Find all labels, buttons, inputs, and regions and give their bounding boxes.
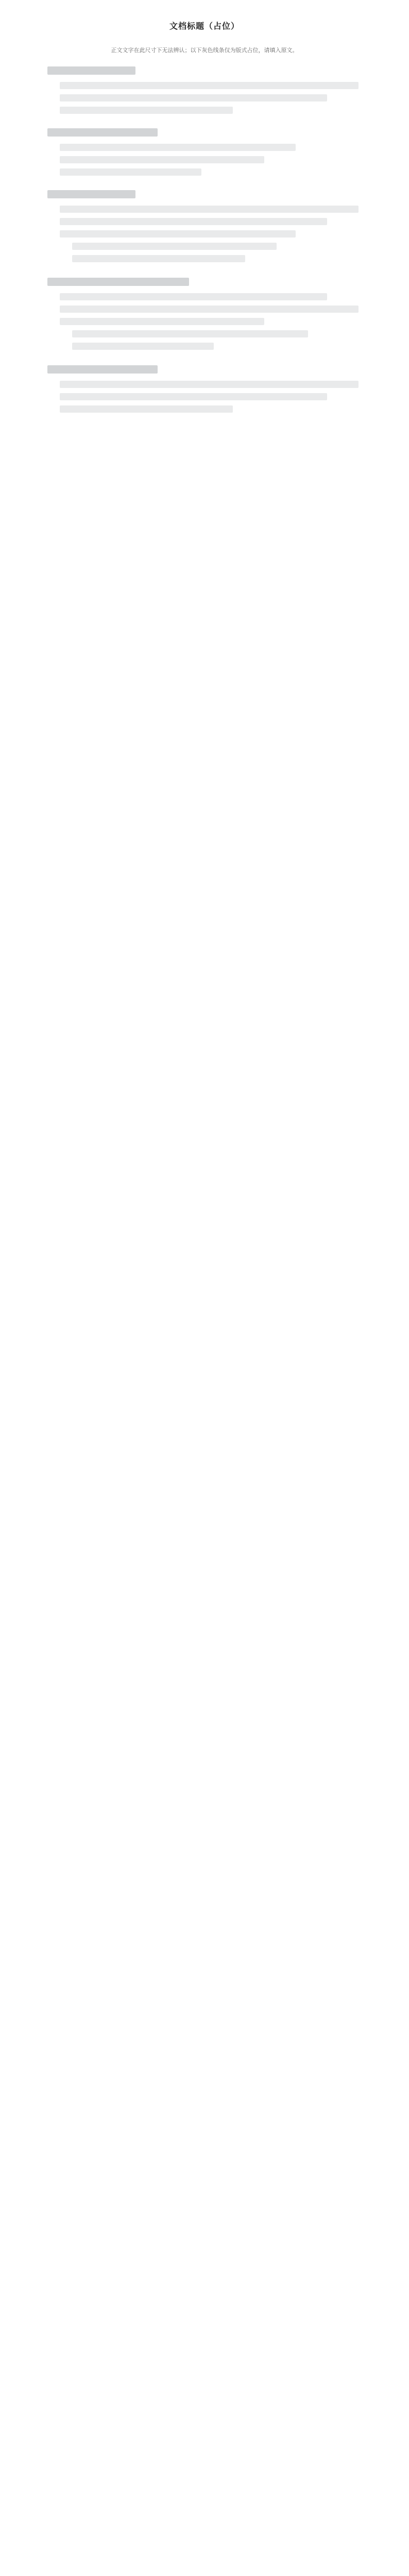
text-line-placeholder (60, 218, 327, 225)
text-line-placeholder (72, 343, 214, 350)
text-line-placeholder (60, 82, 359, 89)
document-title: 文档标题（占位） (169, 21, 240, 31)
text-line-placeholder (60, 156, 264, 163)
text-line-placeholder (60, 393, 327, 400)
text-line-placeholder (72, 243, 277, 250)
text-line-placeholder (60, 381, 359, 388)
section-heading-placeholder (47, 128, 158, 137)
text-line-placeholder (60, 318, 264, 325)
section-heading-placeholder (47, 190, 135, 198)
document-body (47, 45, 362, 2576)
section-heading-placeholder (47, 365, 158, 374)
text-line-placeholder (60, 293, 327, 300)
text-line-placeholder (72, 330, 308, 337)
text-line-placeholder (60, 206, 359, 213)
text-line-placeholder (60, 168, 201, 176)
text-line-placeholder (72, 255, 245, 262)
text-line-placeholder (60, 230, 296, 238)
text-line-placeholder (60, 107, 233, 114)
section-heading-placeholder (47, 66, 135, 75)
text-line-placeholder (60, 306, 359, 313)
placeholder-notice: 正文文字在此尺寸下无法辨认；以下灰色线条仅为版式占位，请填入原文。 (111, 47, 298, 54)
text-line-placeholder (60, 94, 327, 101)
text-line-placeholder (60, 144, 296, 151)
text-line-placeholder (60, 405, 233, 413)
section-heading-placeholder (47, 278, 189, 286)
